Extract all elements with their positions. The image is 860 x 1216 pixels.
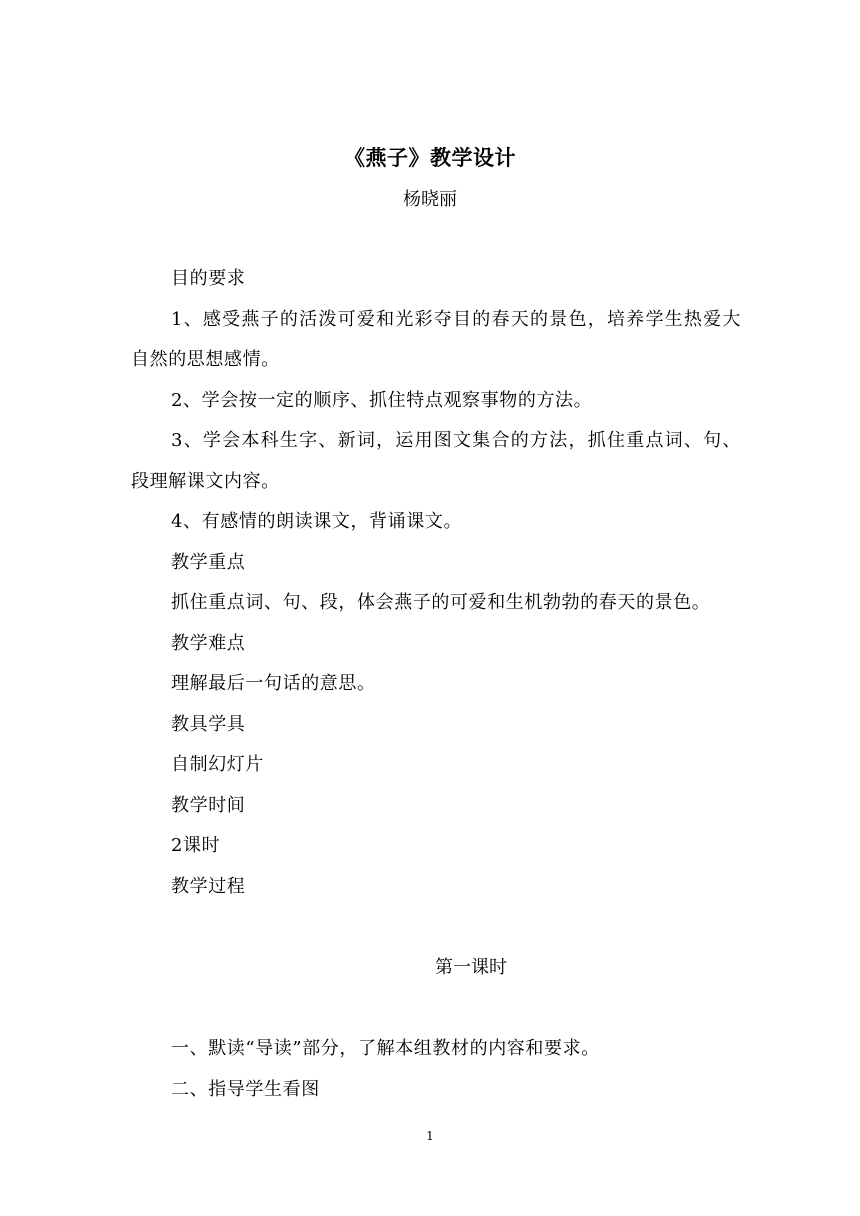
paragraph: 4、有感情的朗读课文，背诵课文。 [171,511,463,532]
paragraph: 一、默读“导读”部分，了解本组教材的内容和要求。 [171,1038,600,1059]
paragraph: 教学时间 [171,794,246,816]
paragraph: 抓住重点词、句、段，体会燕子的可爱和生机勃勃的春天的景色。 [171,592,711,613]
paragraph: 教学难点 [171,632,246,654]
paragraph: 3、学会本科生字、新词，运用图文集合的方法，抓住重点词、句、段理解课文内容。 [131,430,741,492]
paragraph: 教具学具 [171,713,246,735]
paragraph: 1、感受燕子的活泼可爱和光彩夺目的春天的景色，培养学生热爱大自然的思想感情。 [131,308,741,370]
paragraph: 教学重点 [171,551,246,573]
document-author: 杨晓丽 [403,189,457,210]
paragraph: 2课时 [171,835,221,856]
paragraph: 2、学会按一定的顺序、抓住特点观察事物的方法。 [171,389,593,411]
body-text-part2 [131,1029,741,1110]
paragraph: 二、指导学生看图 [171,1078,320,1100]
paragraph: 自制幻灯片 [171,754,264,775]
paragraph: 教学过程 [171,875,246,897]
document-title: 《燕子》教学设计 [344,145,516,170]
paragraph: 理解最后一句话的意思。 [171,673,376,694]
body-text-part1 [131,259,741,907]
section-heading: 第一课时 [435,957,507,978]
paragraph: 目的要求 [171,268,246,289]
page-number: 1 [426,1129,434,1143]
